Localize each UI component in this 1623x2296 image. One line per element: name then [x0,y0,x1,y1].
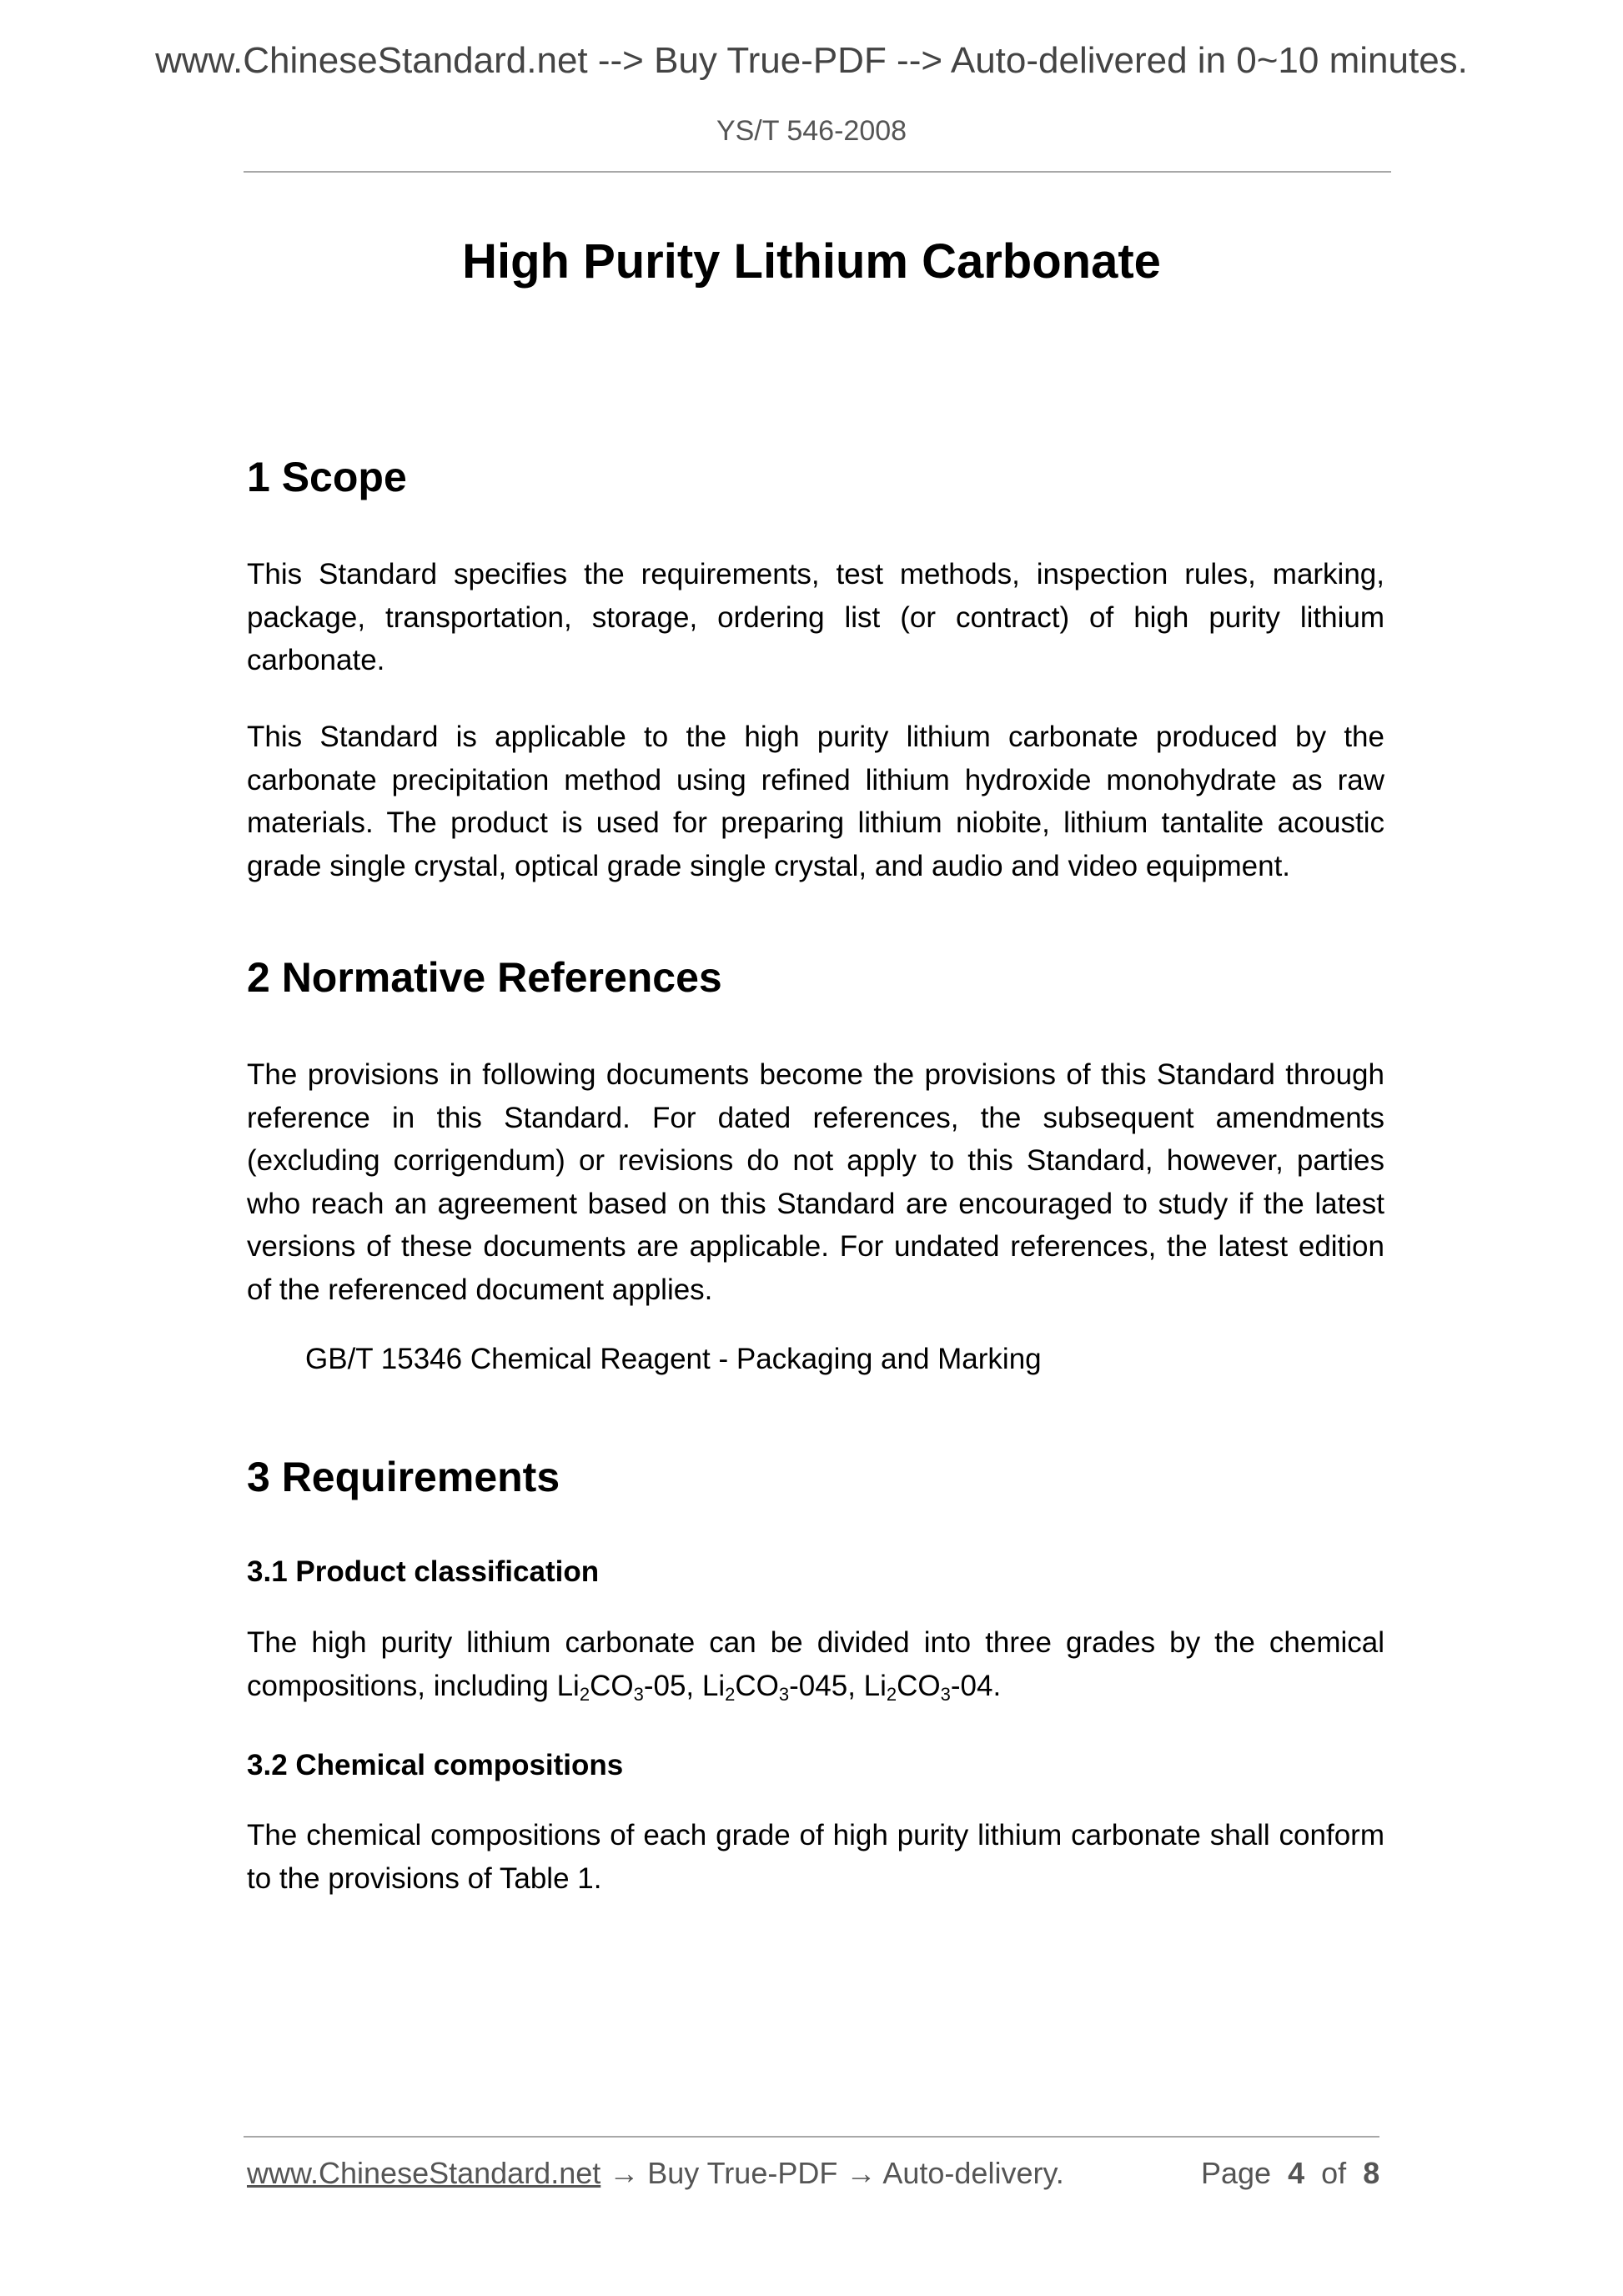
top-banner: www.ChineseStandard.net --> Buy True-PDF --> Auto-delivered in 0~10 minutes. [155,40,1468,81]
classification-text: The high purity lithium carbonate can be divided into three grades by the chemical compositions, including [247,1626,1384,1702]
section-heading-scope: 1 Scope [247,454,407,500]
page-total: 8 [1363,2156,1380,2190]
page-title: High Purity Lithium Carbonate [462,234,1161,289]
compositions-paragraph: The chemical compositions of each grade of high purity lithium carbonate shall conform to the provisions of Table 1. [247,1819,1384,1895]
footer-divider [244,2136,1379,2138]
page-of-label: of [1321,2156,1347,2190]
footer-promo [247,2156,1064,2191]
subsection-heading-classification: 3.1 Product classification [247,1555,600,1588]
section-heading-references: 2 Normative References [247,954,722,1001]
arrow-right-icon: → [600,2156,648,2190]
page-indicator [1201,2156,1379,2191]
section-heading-requirements: 3 Requirements [247,1454,560,1500]
page-current: 4 [1288,2156,1305,2190]
footer-delivery-text: Auto-delivery. [882,2156,1064,2190]
document-code: YS/T 546-2008 [716,115,907,147]
arrow-right-icon: → [837,2156,883,2190]
classification-paragraph [247,1621,1384,1707]
references-paragraph: The provisions in following documents become the provisions of this Standard through reference in this Standard. For dated references, the subsequent amendments (excluding corrigendum) or revisions do not apply to this Standard, however, parties who reach an agreement based on this Standard are encouraged to study if the latest versions of these documents are applicable. For undated references, the latest edition of the referenced document applies. [247,1058,1384,1306]
footer-site-link[interactable]: www.ChineseStandard.net [247,2156,601,2190]
grade-formula-3: $Li_2CO_3-04$. [863,1669,1002,1705]
scope-paragraph-1: This Standard specifies the requirements, test methods, inspection rules, marking, package, transportation, storage, ordering list (or contract) of high purity lithium carbonate. [247,558,1384,676]
document-body [247,0,1384,2296]
grade-formula-1: $Li_2CO_3-05$, [556,1669,702,1705]
reference-item: GB/T 15346 Chemical Reagent - Packaging and Marking [305,1343,1042,1375]
subsection-heading-compositions: 3.2 Chemical compositions [247,1749,624,1781]
footer-buy-text: Buy True-PDF [647,2156,838,2190]
scope-paragraph-2: This Standard is applicable to the high purity lithium carbonate produced by the carbonate precipitation method using refined lithium hydroxide monohydrate as raw materials. The product is used for preparing lithium niobite, lithium tantalite acoustic grade single crystal, optical grade single crystal, and audio and video equipment. [247,721,1384,882]
grade-formula-2: $Li_2CO_3-045$, [701,1669,864,1705]
page-label: Page [1201,2156,1272,2190]
